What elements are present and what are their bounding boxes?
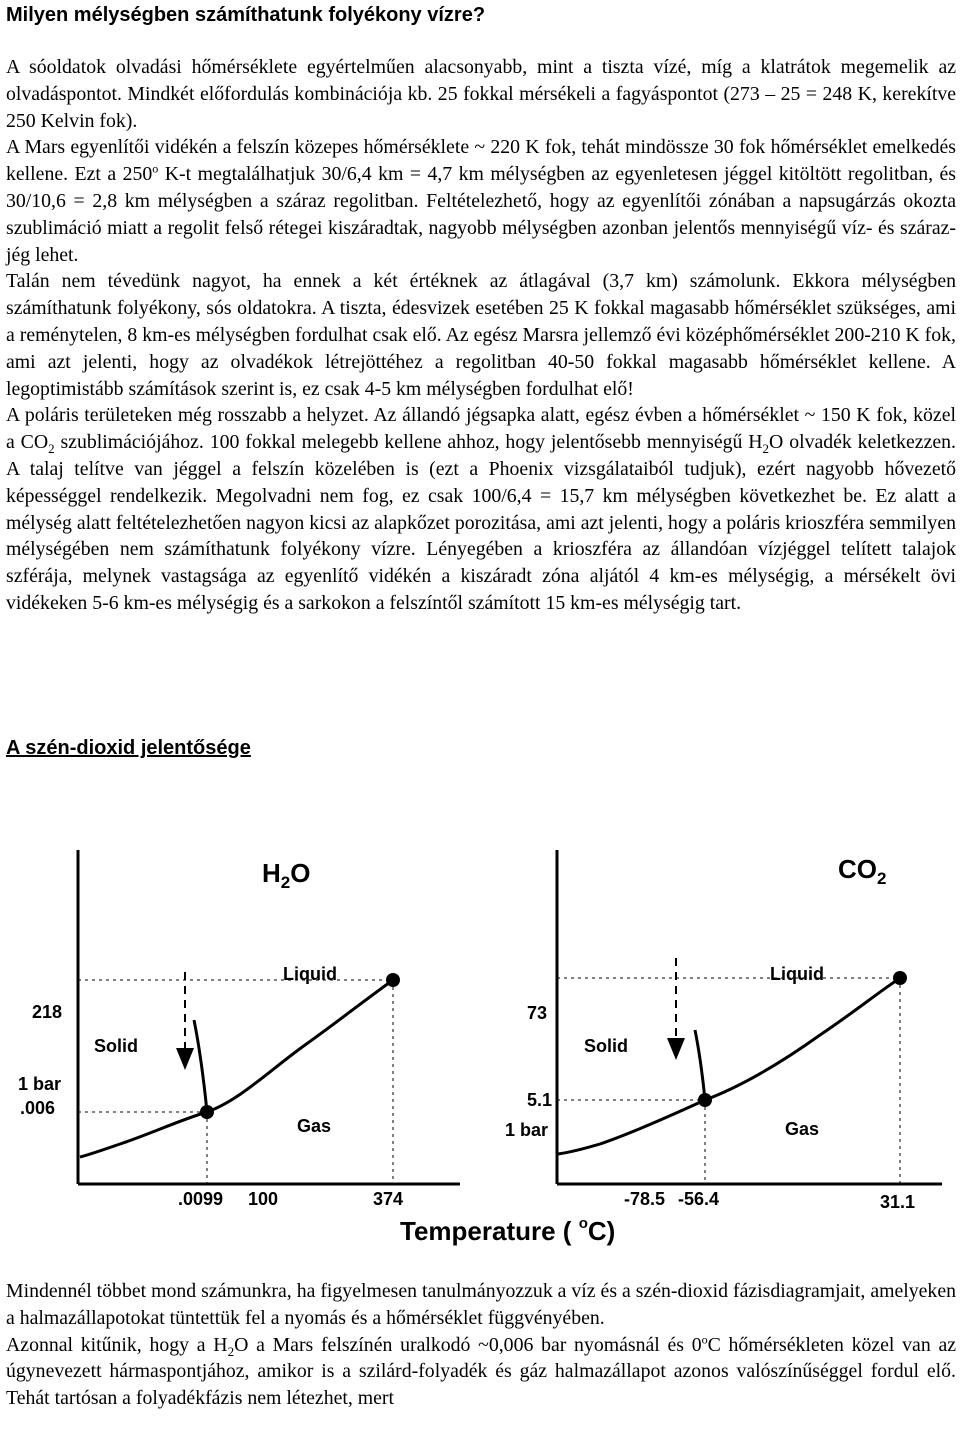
co2-x-label-sublim: -78.5 xyxy=(624,1189,666,1209)
h2o-x-label-boil: 100 xyxy=(248,1189,279,1209)
text-block-1 xyxy=(6,54,956,617)
h2o-phase-diagram xyxy=(18,850,460,1209)
h2o-liquid-label: Liquid xyxy=(283,964,337,984)
co2-arrow-head xyxy=(667,1038,685,1060)
h2o-solid-label: Solid xyxy=(94,1036,138,1056)
co2-y-label-1bar: 1 bar xyxy=(505,1120,549,1140)
paragraph: Azonnal kitűnik, hogy a $H_2O$ a Mars felszínén uralkodó ~0,006 bar nyomásnál és 0$^o$C hőmérsékleten közel van az úgynevezett hármaspontjához, amikor is a szilárd-folyadék és gáz halmazállapot azonos valószínűséggel fordul elő. Tehát tartósan a folyadékfázis nem létezhet, mert xyxy=(6,1332,957,1410)
h2o-vaporization-curve xyxy=(207,980,393,1112)
co2-gas-label: Gas xyxy=(785,1119,820,1139)
paragraph: Mindennél többet mond számunkra, ha figyelmesen tanulmányozzuk a víz és a szén-dioxid fázisdiagramjait, amelyeken a halmazállapotokat tüntettük fel a nyomás és a hőmérséklet függvényében. xyxy=(6,1280,956,1329)
co2-x-label-critical: 31.1 xyxy=(880,1192,916,1212)
text-block-2 xyxy=(6,1278,956,1412)
temperature-axis-title: Temperature ( $^o$C) xyxy=(400,1215,616,1246)
co2-y-label-triple: 5.1 xyxy=(527,1090,553,1110)
h2o-melting-curve xyxy=(194,1020,207,1112)
page-title: Milyen mélységben számíthatunk folyékony vízre? xyxy=(6,4,486,26)
co2-phase-diagram xyxy=(505,850,942,1212)
h2o-x-label-triple: .0099 xyxy=(178,1189,224,1209)
h2o-gas-label: Gas xyxy=(297,1116,332,1136)
co2-sublimation-curve xyxy=(558,1100,705,1154)
co2-melting-curve xyxy=(695,1030,705,1100)
h2o-y-label-critical: 218 xyxy=(32,1002,63,1022)
h2o-sublimation-curve xyxy=(80,1112,207,1157)
h2o-title: $H_2O$ xyxy=(262,858,311,892)
paragraph: A sóoldatok olvadási hőmérséklete egyértelműen alacsonyabb, mint a tiszta vízé, míg a klatrátok megemelik az olvadáspontot. Mindkét előfordulás kombinációja kb. 25 fokkal mérsékeli a fagyáspontot (273 – 25 = 248 K, kerekítve 250 Kelvin fok). xyxy=(6,56,956,132)
paragraph: A poláris területeken még rosszabb a helyzet. Az állandó jégsapka alatt, egész évben a hőmérséklet ~ 150 K fok, közel a $CO_2$ szublimációjához. 100 fokkal melegebb kellene ahhoz, hogy jelentősebb mennyiségű $H_2O$ olvadék keletkezzen. A talaj telítve van jéggel a felszín közelében is (ezt a Phoenix vizsgálataiból tudjuk), ezért nagyobb hővezető képességgel rendelkezik. Megolvadni nem fog, ez csak 100/6,4 = 15,7 km mélységben következhet be. Ez alatt a mélység alatt feltételezhetően nagyon kicsi az alapkőzet porozitása, ami azt jelenti, hogy a poláris krioszféra semmilyen mélységében nem számíthatunk folyékony vízre. Lényegében a krioszféra az állandóan vízjéggel telített talajok szférája, melynek vastagsága az egyenlítő vidékén a kiszáradt zóna aljától 4 km-es mélységig, a mérsékelt övi vidékeken 5-6 km-es mélységig és a sarkokon a felszíntől számított 15 km-es mélységig tart. xyxy=(6,404,956,614)
co2-y-label-critical: 73 xyxy=(527,1003,548,1023)
h2o-y-label-triple: .006 xyxy=(20,1098,56,1118)
co2-x-label-triple: -56.4 xyxy=(678,1189,720,1209)
h2o-y-label-1bar: 1 bar xyxy=(18,1074,62,1094)
co2-title: $CO_2$ xyxy=(838,854,887,888)
h2o-x-label-critical: 374 xyxy=(373,1189,404,1209)
paragraph: A Mars egyenlítői vidékén a felszín közepes hőmérséklete ~ 220 K fok, tehát mindössze 30 fok hőmérséklet emelkedés kellene. Ezt a 250$^o$ K-t megtalálhatjuk 30/6,4 km = 4,7 km mélységben az egyenletesen jéggel kitöltött regolitban, és 30/10,6 = 2,8 km mélységben a száraz regolitban. Feltételezhető, hogy az egyenlítői zónában a napsugárzás okozta szublimáció miatt a regolit felső rétegei kiszáradtak, nagyobb mélységben azonban jelentős mennyiségű víz- és száraz-jég lehet. xyxy=(6,136,956,266)
h2o-arrow-head xyxy=(176,1048,194,1070)
phase-diagram-figure xyxy=(0,820,960,1260)
co2-liquid-label: Liquid xyxy=(770,964,824,984)
section-title: A szén-dioxid jelentősége xyxy=(6,737,251,759)
co2-solid-label: Solid xyxy=(584,1036,628,1056)
paragraph: Talán nem tévedünk nagyot, ha ennek a két értéknek az átlagával (3,7 km) számolunk. Ekkora mélységben számíthatunk folyékony, sós oldatokra. A tiszta, édesvizek esetében 25 K fokkal magasabb hőmérséklet szükséges, ami a reménytelen, 8 km-es mélységben fordulhat csak elő. Az egész Marsra jellemző évi középhőmérséklet 200-210 K fok, ami azt jelenti, hogy az olvadékok létrejöttéhez a regolitban 40-50 fokkal magasabb hőmérséklet kellene. A legoptimistább számítások szerint is, ez csak 4-5 km mélységben fordulhat elő! xyxy=(6,270,956,400)
co2-vaporization-curve xyxy=(705,978,900,1100)
